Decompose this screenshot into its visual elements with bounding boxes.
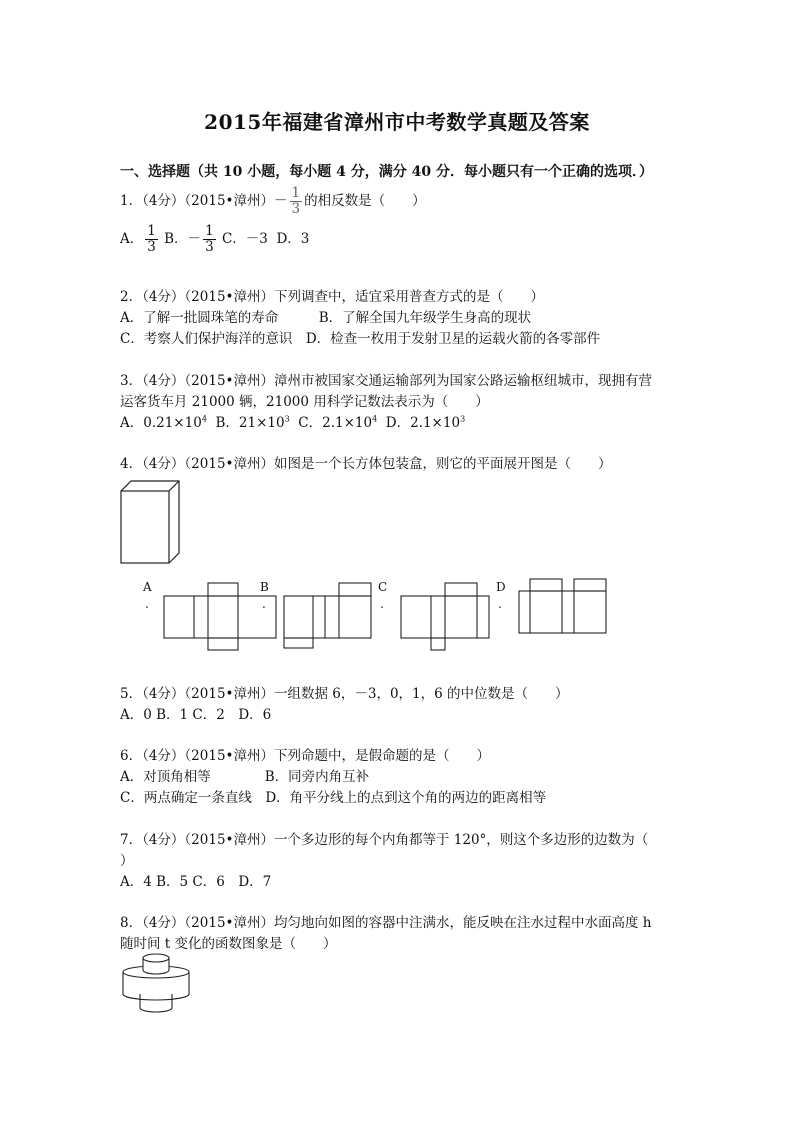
q1-a-num: 1 (147, 223, 156, 239)
question-8-stem-line1: 8．（4分）（2015•漳州）均匀地向如图的容器中注满水，能反映在注水过程中水面高度 h (120, 915, 652, 931)
q1-option-a-fraction (145, 224, 158, 255)
q1-b-num: 1 (205, 223, 214, 239)
q1-prefix: 1．（4分）（2015•漳州）－ (120, 193, 288, 209)
q1-b-den: 3 (205, 239, 214, 255)
net-option-b (283, 582, 375, 652)
q3-option-b-exp: 3 (284, 414, 290, 424)
q1-option-b-label: B．－ (164, 231, 202, 247)
q4-option-a-dot: . (145, 597, 149, 611)
question-6-stem: 6．（4分）（2015•漳州）下列命题中，是假命题的是（ ） (120, 748, 490, 764)
question-7-stem-line2: ） (120, 853, 134, 869)
question-8-stem-line2: 随时间 t 变化的函数图象是（ ） (120, 936, 337, 952)
question-2-stem: 2．（4分）（2015•漳州）下列调查中，适宜采用普查方式的是（ ） (120, 289, 544, 305)
net-option-d (518, 578, 608, 638)
q4-option-d-label: D (496, 580, 506, 594)
question-6-options-cd: C．两点确定一条直线 D．角平分线上的点到这个角的两边的距离相等 (120, 790, 547, 806)
q1-option-a-label: A． (120, 231, 144, 247)
q3-option-d: D．2.1×10 (385, 415, 461, 431)
question-4-stem: 4．（4分）（2015•漳州）如图是一个长方体包装盒，则它的平面展开图是（ ） (120, 456, 612, 472)
q1-fraction (290, 186, 303, 217)
q1-a-den: 3 (147, 239, 156, 255)
q1-option-b-fraction (203, 224, 216, 255)
question-2-options-cd: C．考察人们保护海洋的意识 D．检查一枚用于发射卫星的运载火箭的各零部件 (120, 331, 601, 347)
question-7-options: A．4 B．5 C．6 D．7 (120, 874, 272, 890)
cuboid-figure (118, 478, 188, 568)
page-title: 2015年福建省漳州市中考数学真题及答案 (204, 110, 590, 134)
section-heading: 一、选择题（共 10 小题，每小题 4 分，满分 40 分．每小题只有一个正确的选项．） (120, 164, 653, 180)
question-2-options-ab: A．了解一批圆珠笔的寿命 B．了解全国九年级学生身高的现状 (120, 310, 532, 326)
question-6-options-ab: A．对顶角相等 B．同旁内角互补 (120, 769, 370, 785)
q1-option-d: D．3 (276, 231, 310, 247)
q4-option-d-dot: . (498, 597, 502, 611)
q3-option-a: A．0.21×10 (120, 415, 202, 431)
q3-option-c-exp: 4 (372, 414, 378, 424)
question-1-stem (120, 186, 426, 217)
q4-option-c-label: C (378, 580, 388, 594)
question-3-options (120, 411, 465, 431)
net-option-a (163, 582, 278, 652)
container-figure (120, 950, 192, 1016)
q4-option-c-dot: . (380, 597, 384, 611)
net-option-c (400, 582, 495, 652)
q1-option-c: C．－3 (221, 231, 268, 247)
question-3-stem-line1: 3．（4分）（2015•漳州）漳州市被国家交通运输部列为国家公路运输枢纽城市，现拥有营 (120, 373, 652, 389)
question-5-stem: 5．（4分）（2015•漳州）一组数据 6，－3，0，1，6 的中位数是（ ） (120, 686, 569, 702)
q4-option-b-dot: . (262, 597, 266, 611)
q4-option-a-label: A (143, 580, 152, 594)
q4-option-b-label: B (260, 580, 269, 594)
question-1-options (120, 224, 309, 255)
question-3-stem-line2: 运客货车月 21000 辆，21000 用科学记数法表示为（ ） (120, 394, 489, 410)
q3-option-a-exp: 4 (201, 414, 207, 424)
q3-option-b: B．21×10 (215, 415, 285, 431)
q3-option-c: C．2.1×10 (298, 415, 373, 431)
question-7-stem-line1: 7．（4分）（2015•漳州）一个多边形的每个内角都等于 120°，则这个多边形的边数为（ (120, 832, 649, 848)
q3-option-d-exp: 3 (460, 414, 466, 424)
q1-frac-den: 3 (291, 201, 301, 217)
question-5-options: A．0 B．1 C．2 D．6 (120, 707, 272, 723)
q1-frac-num: 1 (291, 185, 301, 201)
q1-suffix: 的相反数是（ ） (304, 193, 426, 209)
